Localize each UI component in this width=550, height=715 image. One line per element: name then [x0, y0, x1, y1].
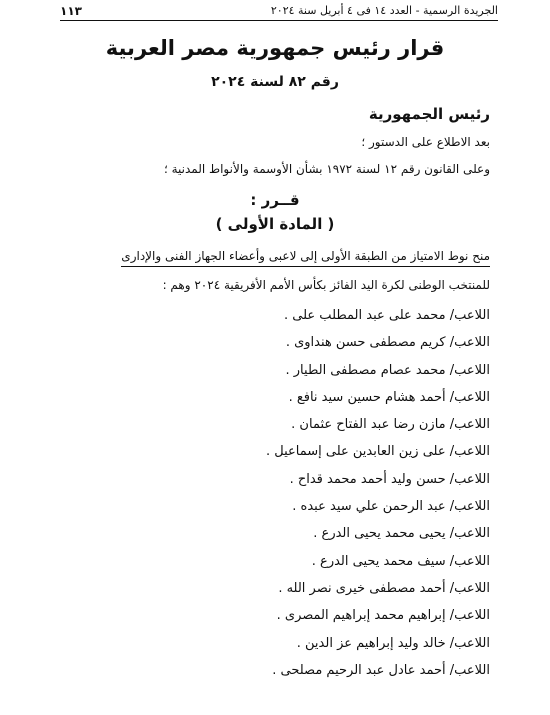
- player-name: حسن وليد أحمد محمد قداح .: [289, 471, 446, 487]
- list-item: [50, 415, 490, 442]
- player-label: اللاعب/: [449, 580, 490, 596]
- player-label: اللاعب/: [449, 526, 490, 542]
- player-label: اللاعب/: [449, 444, 490, 460]
- list-item: [50, 361, 490, 388]
- player-name: على زين العابدين على إسماعيل .: [265, 444, 446, 460]
- article-heading: ( المادة الأولى ): [215, 215, 335, 233]
- player-label: اللاعب/: [449, 389, 490, 405]
- player-label: اللاعب/: [449, 635, 490, 651]
- player-label: اللاعب/: [449, 308, 490, 323]
- player-name: يحيى محمد يحيى الدرع .: [313, 526, 446, 542]
- decree-title: قرار رئيس جمهورية مصر العربية: [105, 36, 445, 60]
- player-name: محمد عصام مصطفى الطيار .: [285, 362, 446, 378]
- player-name: مازن رضا عبد الفتاح عثمان .: [291, 417, 446, 433]
- players-list: [50, 306, 490, 688]
- list-item: [50, 524, 490, 551]
- decree-issuer: رئيس الجمهورية: [368, 105, 490, 123]
- player-name: كريم مصطفى حسن هنداوى .: [285, 335, 446, 351]
- decision-word: قــرر :: [250, 191, 300, 209]
- gazette-title: الجريدة الرسمية - العدد ١٤ فى ٤ أبريل سنة ٢٠٢٤: [270, 4, 498, 17]
- player-name: عبد الرحمن علي سيد عبده .: [292, 499, 446, 515]
- player-label: اللاعب/: [449, 662, 490, 678]
- player-label: اللاعب/: [449, 335, 490, 351]
- player-name: أحمد هشام حسين سيد نافع .: [288, 389, 446, 405]
- list-item: [50, 606, 490, 633]
- list-item: [50, 634, 490, 661]
- article-text-line: للمنتخب الوطنى لكرة اليد الفائز بكأس الأمم الأفريقية ٢٠٢٤ وهم :: [162, 278, 490, 292]
- player-name: خالد وليد إبراهيم عز الدين .: [296, 635, 446, 651]
- decree-number: رقم ٨٢ لسنة ٢٠٢٤: [211, 74, 339, 90]
- player-name: إبراهيم محمد إبراهيم المصرى .: [276, 608, 446, 624]
- preamble-line: وعلى القانون رقم ١٢ لسنة ١٩٧٢ بشأن الأوسمة والأنواط المدنية ؛: [163, 162, 490, 176]
- list-item: [50, 497, 490, 524]
- list-item: [50, 333, 490, 360]
- player-label: اللاعب/: [449, 499, 490, 515]
- list-item: [50, 442, 490, 469]
- page-header: [60, 4, 498, 21]
- list-item: [50, 552, 490, 579]
- player-label: اللاعب/: [449, 417, 490, 433]
- preamble-line: بعد الاطلاع على الدستور ؛: [361, 135, 490, 149]
- list-item: [50, 388, 490, 415]
- player-label: اللاعب/: [449, 362, 490, 378]
- list-item: [50, 661, 490, 688]
- player-name: سيف محمد يحيى الدرع .: [311, 553, 446, 569]
- player-label: اللاعب/: [449, 471, 490, 487]
- player-label: اللاعب/: [449, 608, 490, 624]
- list-item: [50, 470, 490, 497]
- page-number: ١١٣: [60, 4, 82, 18]
- list-item: [50, 306, 490, 333]
- player-name: أحمد مصطفى خيرى نصر الله .: [278, 580, 446, 596]
- player-name: محمد على عبد المطلب على .: [284, 308, 446, 323]
- list-item: [50, 579, 490, 606]
- player-label: اللاعب/: [449, 553, 490, 569]
- article-text-line: منح نوط الامتياز من الطبقة الأولى إلى لاعبى وأعضاء الجهاز الفنى والإدارى: [121, 247, 490, 267]
- player-name: أحمد عادل عبد الرحيم مصلحى .: [272, 662, 446, 678]
